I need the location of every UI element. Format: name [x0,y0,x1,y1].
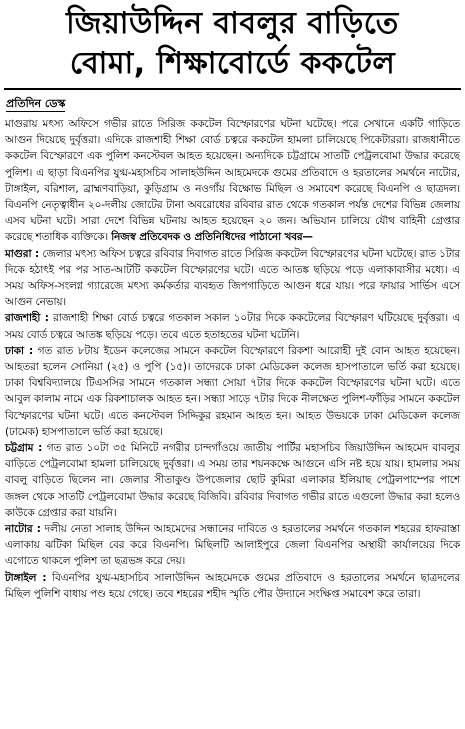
intro-paragraph [5,116,460,246]
headline-line-2: বোমা, শিক্ষাবোর্ডে ককটেল [69,46,396,81]
byline: প্রতিদিন ডেস্ক [6,97,66,110]
section-text: রাজশাহী শিক্ষা বোর্ড চত্বরে গতকাল সকাল ১০টার দিকে ককটেলের বিস্ফোরণ ঘটিয়েছে দুর্বৃত্তরা। এ সময় বোর্ড চত্বরে আতঙ্ক ছড়িয়ে পড়ে। তবে এতে হতাহতের ঘটনা ঘটেনি। [5,312,460,341]
section-magura [5,246,460,311]
section-chattogram [5,440,460,521]
headline-line-1: জিয়াউদ্দিন বাবলুর বাড়িতে [66,6,399,41]
section-text: গত রাত ৮টায় ইডেন কলেজের সামনে ককটেল বিস্ফোরণে রিকশা আরোহী দুই বোন আহত হয়েছেন। আহতরা হলেন সোনিয়া (২৫) ও পুপি (১৫)। তাদেরকে ঢাকা মেডিকেল কলেজ হাসপাতালে ভর্তি করা হয়েছে। ঢাকা বিশ্ববিদ্যালয়ে টিএসসির সামনে গতকাল সন্ধ্যা সোয়া ৭টার দিকে ককটেল বিস্ফোরণের ঘটনা ঘটে। এতে আবুল কালাম নামে এক রিকশাচালক আহত হন। সন্ধ্যা সাড়ে ৭টার দিকে নীলক্ষেত পুলিশ-ফাঁড়ির সামনে ককটেল বিস্ফোরণের ঘটনা ঘটে। এতে কনস্টেবল সিদ্দিকুর রহমান আহত হন। আহত উভয়কে ঢাকা মেডিকেল কলেজ (ঢামেক) হাসপাতালে ভর্তি করা হয়েছে। [5,344,461,438]
section-lead: রাজশাহী : [5,312,49,325]
intro-tail: নিজস্ব প্রতিবেদক ও প্রতিনিধিদের পাঠানো খবর— [111,231,313,244]
section-tangail [5,570,460,602]
section-text: জেলার মৎস্য অফিস চত্বরে রবিবার দিবাগত রাতে সিরিজ ককটেল বিস্ফোরণের ঘটনা ঘটেছে। রাত ১টার দিকে হঠাৎই পর পর সাত-আটটি ককটেল বিস্ফোরণের ঘটে। এতে আতঙ্ক ছড়িয়ে পড়ে এলাকাবাসীর মধ্যে। এ সময় অফিস-সংলগ্ন গ্যারেজে মৎস্য কর্মকর্তার ব্যবহৃত জিপগাড়িতে আগুন ধরে যায়। পরে ফায়ার সার্ভিস এসে আগুন নেভায়। [5,247,461,309]
section-natore [5,521,460,570]
section-text: গত রাত ১০টা ৩৫ মিনিটে নগরীর চান্দগাঁওয়ে জাতীয় পার্টির মহাসচিব জিয়াউদ্দিন আহমেদ বাবলুর বাড়িতে পেট্রলবোমা হামলা চালিয়েছে দুর্বৃত্তরা। এ সময় তার শয়নকক্ষে আগুনে এসি নষ্ট হয়ে যায়। হামলার সময় বাবলু বাড়িতে ছিলেন না। জেলার সীতাকুণ্ড উপজেলার ছোট কুমিরা এলাকার ইলিয়াছ পেট্রলপাম্পের পাশে জঙ্গল থেকে সাতটি পেট্রলবোমা উদ্ধার করেছে বিজিবি। রবিবার দিবাগত গভীর রাতে এগুলো উদ্ধার করা হলেও কাউকে গ্রেপ্তার করা যায়নি। [5,442,460,519]
section-dhaka [5,343,460,440]
section-lead: নাটোর : [5,523,41,536]
section-text: দলীয় নেতা সালাহ উদ্দিন আহমেদের সন্ধানের দাবিতে ও হরতালের সমর্থনে গতকাল শহরের হাফরাস্তা এলাকায় ঝটিকা মিছিল বের করে বিএনপি। মিছিলটি আলাইপুরে জেলা বিএনপির অস্থায়ী কার্যালয়ের দিকে এগোতে থাকলে পুলিশ তা ছত্রভঙ্গ করে দেয়। [5,523,460,568]
section-lead: ঢাকা : [5,344,34,357]
section-lead: মাগুরা : [5,247,40,260]
section-lead: টাঙ্গাইল : [5,571,47,584]
headline [0,0,465,84]
article-body [5,116,460,602]
section-lead: চট্টগ্রাম : [5,442,43,455]
section-text: বিএনপির যুগ্ম-মহাসচিব সালাউদ্দিন আহমেদকে গুমের প্রতিবাদে ও হরতালের সমর্থনে ছাত্রদলের মিছিল পুলিশি বাধায় পণ্ড হয়ে গেছে। তবে শহরের শহীদ স্মৃতি পৌর উদ্যানে সংক্ষিপ্ত সমাবেশ করে তারা। [5,571,460,600]
headline-divider [4,88,461,90]
section-rajshahi [5,310,460,342]
intro-text: মাগুরায় মৎস্য অফিসে গভীর রাতে সিরিজ ককটেল বিস্ফোরণের ঘটনা ঘটেছে। পরে সেখানে একটি গাড়িতে আগুন দিয়েছে দুর্বৃত্তরা। এদিকে রাজশাহী শিক্ষা বোর্ড চত্বরে ককটেল হামলা চালিয়েছে পিকেটাররা। রাজধানীতে ককটেল বিস্ফোরণে এক পুলিশ কনস্টেবল আহত হয়েছেন। অন্যদিকে চট্টগ্রামে সাতটি পেট্রলবোমা উদ্ধার করেছে পুলিশ। এ ছাড়া বিএনপির যুগ্ম-মহাসচিব সালাহউদ্দিন আহমেদকে গুমের প্রতিবাদে ও হরতালের সমর্থনে নাটোর, টাঙ্গাইল, বরিশাল, ব্রাহ্মণবাড়িয়া, কুড়িগ্রাম ও নওগাঁয় বিক্ষোভ মিছিল ও সমাবেশ করেছে বিএনপি ও ছাত্রদল। বিএনপি নেতৃত্বাধীন ২০-দলীয় জোটের টানা অবরোধের রবিবার রাত থেকে গতকাল পর্যন্ত দেশের বিভিন্ন জেলায় এসব ঘটনা ঘটে। সারা দেশে বিভিন্ন ঘটনায় আহত হয়েছেন ২০ জন। অভিযান চালিয়ে যৌথ বাহিনী গ্রেপ্তার করেছে শতাধিক ব্যক্তিকে। [5,118,460,244]
